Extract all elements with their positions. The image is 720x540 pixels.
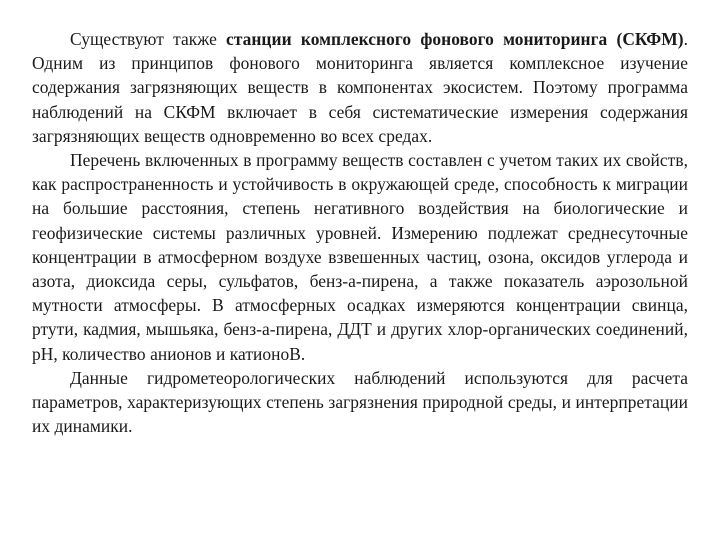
paragraph-1-bold-term: станции комплексного фонового мониторинга (СКФМ): [226, 29, 684, 49]
paragraph-2: Перечень включенных в программу веществ составлен с учетом таких их свойств, как распространенность и устойчивость в окружающей среде, способность к миграции на большие расстояния, степень негативного воздействия на биологические и геофизические системы различных уровней. Измерению подлежат среднесуточные концентрации в атмосферном воздухе взвешенных частиц, озона, оксидов углерода и азота, диоксида серы, сульфатов, бенз-а-пирена, а также показатель аэрозольной мутности атмосферы. В атмосферных осадках измеряются концентрации свинца, ртути, кадмия, мышьяка, бенз-а-пирена, ДДТ и других хлор-органических соединений, pH, количество анионов и катионоВ.: [32, 150, 688, 364]
document-body: [32, 27, 688, 438]
paragraph-3: Данные гидрометеорологических наблюдений используются для расчета параметров, характеризующих степень загрязнения природной среды, и интерпретации их динамики.: [32, 367, 688, 437]
paragraph-1: [32, 27, 688, 148]
paragraph-1-intro: Существуют также: [70, 29, 227, 49]
paragraph-1-rest: . Одним из принципов фонового мониторинга является комплексное изучение содержания загрязняющих веществ в компонентах экосистем. Поэтому программа наблюдений на СКФМ включает в себя систематические измерения содержания загрязняющих веществ одновременно во всех средах.: [32, 29, 688, 146]
